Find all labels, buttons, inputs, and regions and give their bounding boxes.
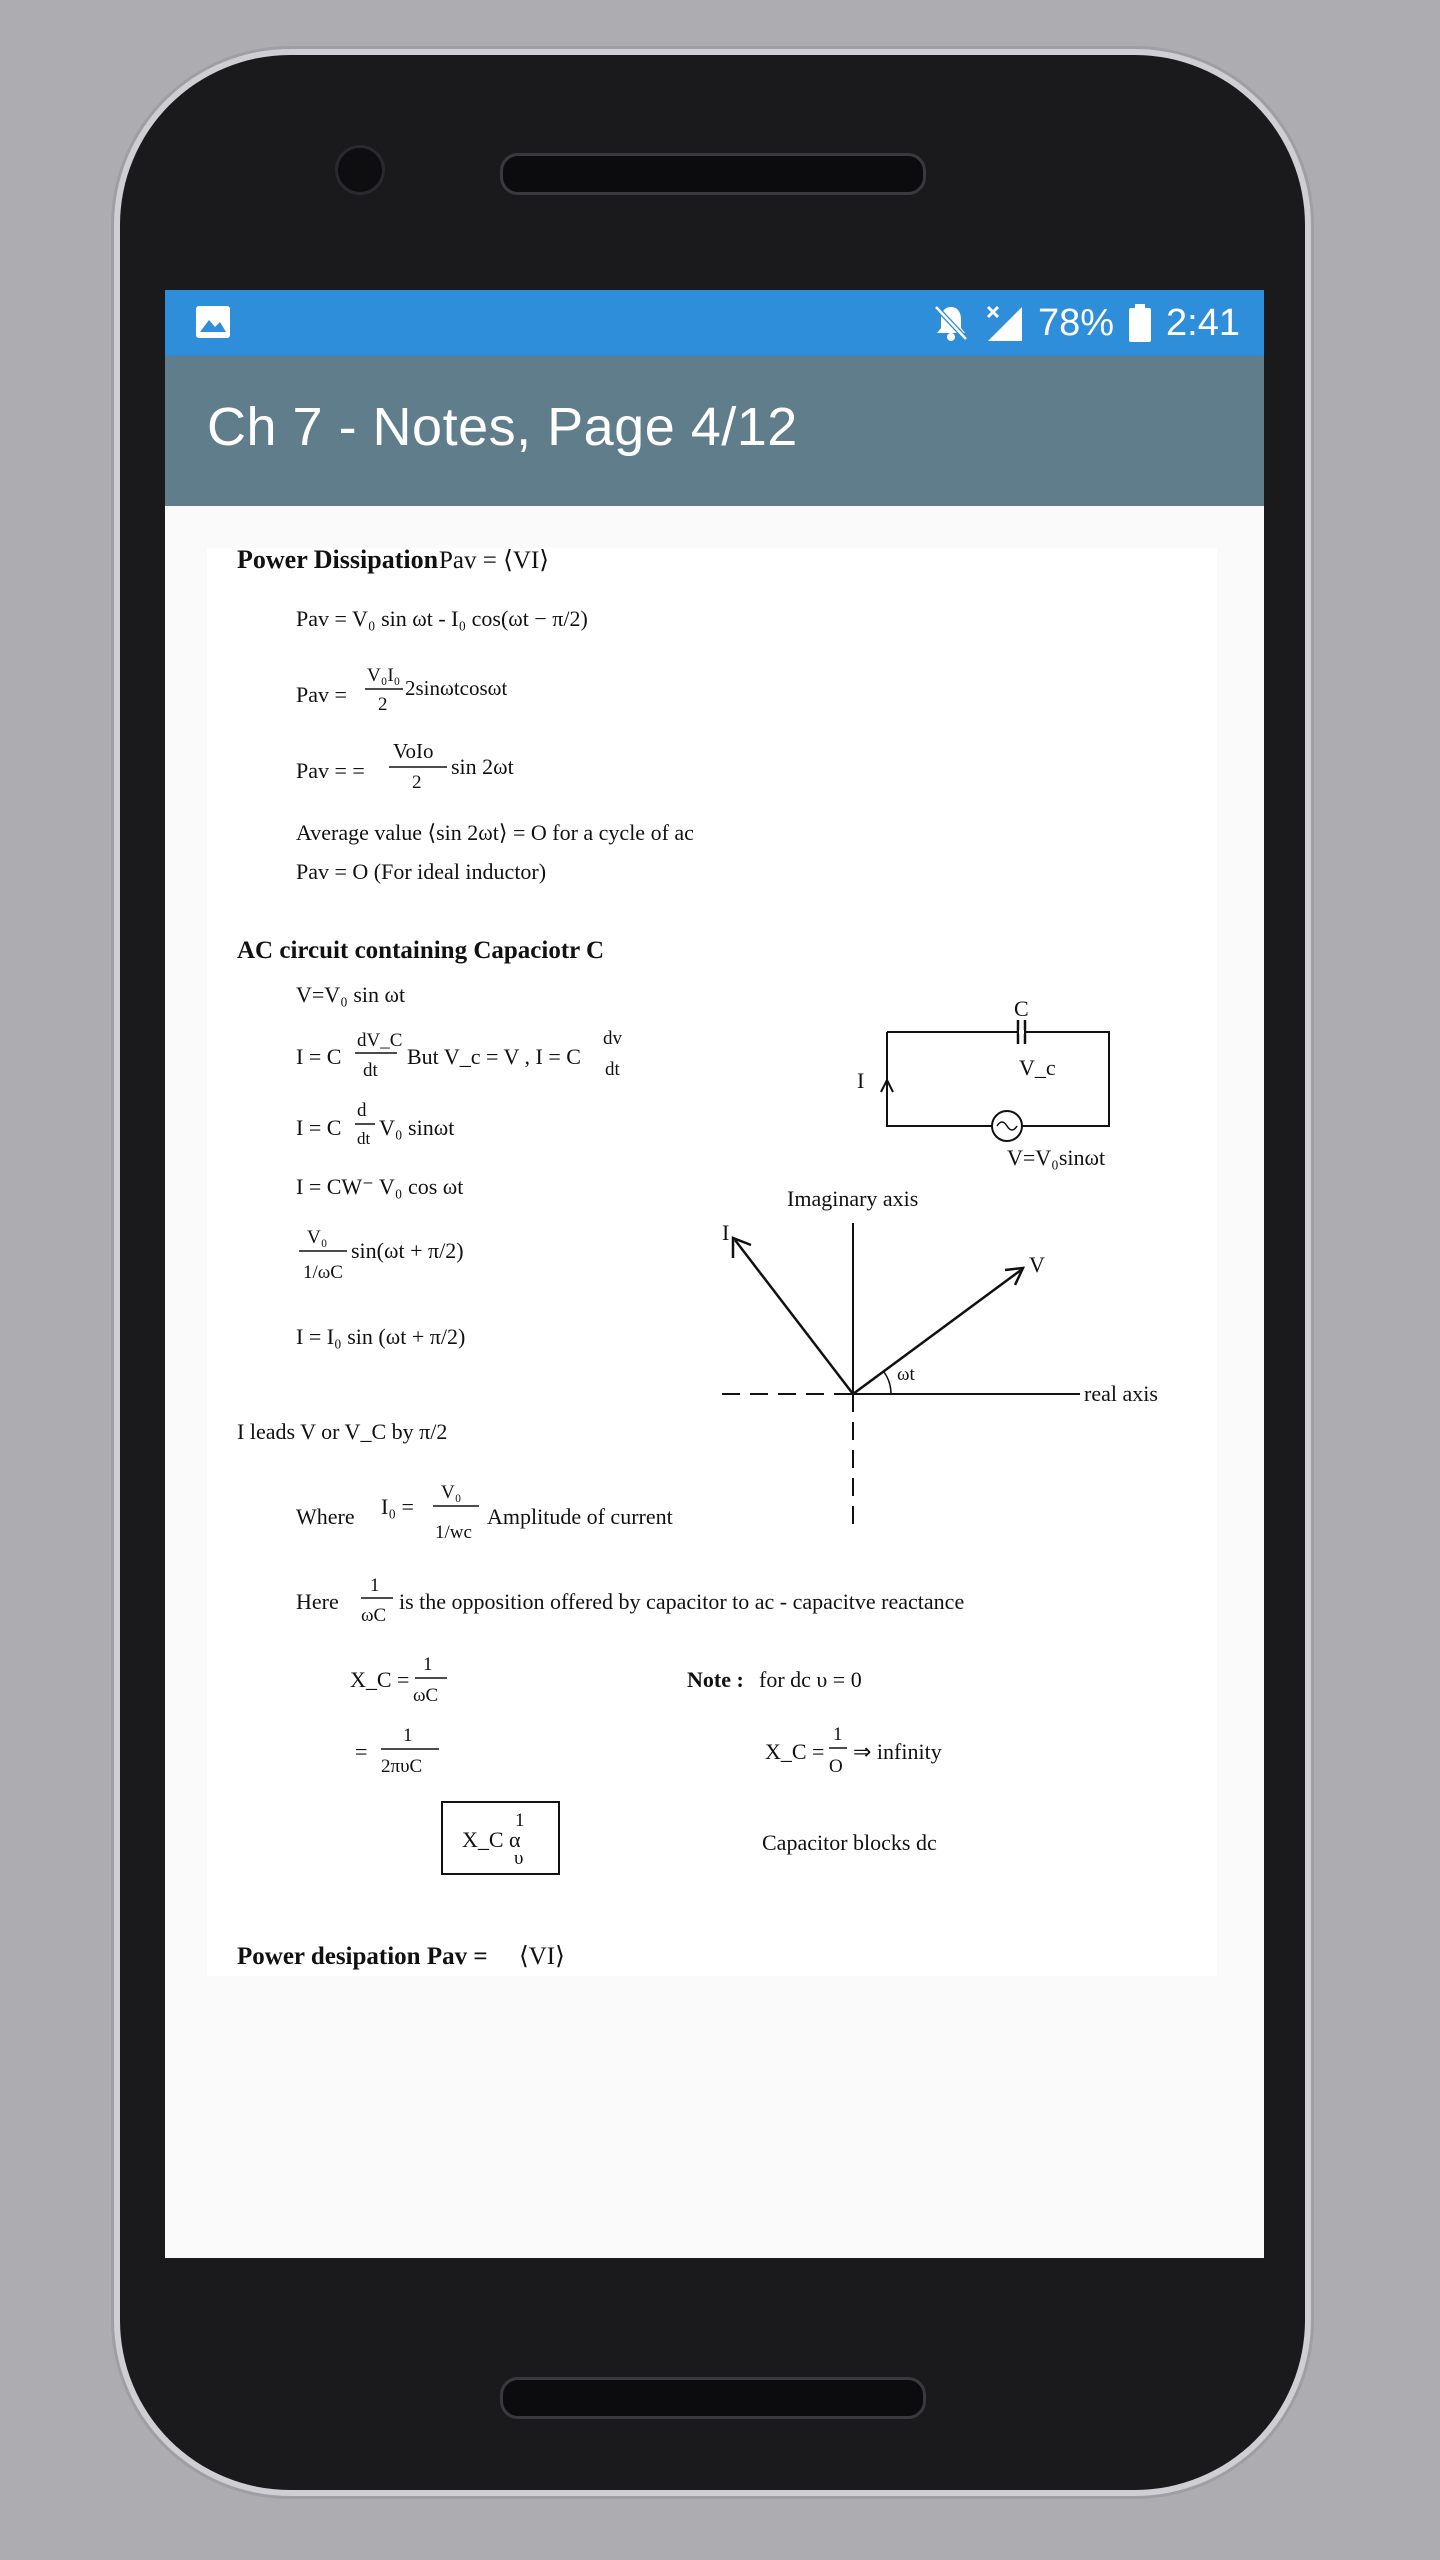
pav-line-3-denominator: 2 (412, 772, 422, 793)
notes-page-content (207, 548, 1217, 1976)
amplitude-numerator: V₀ (441, 1482, 462, 1503)
reactance-proportional-numerator: 1 (515, 1810, 525, 1831)
pav-line-2-rest: 2sinωtcosωt (405, 676, 508, 700)
capacitor-amplitude-denominator: 1/ωC (303, 1262, 343, 1283)
capacitor-derivative-rest: V₀ sinωt (379, 1115, 455, 1140)
capacitor-current-numerator: dV_C (357, 1030, 403, 1051)
current-phasor (735, 1240, 853, 1394)
voltage-phasor (853, 1270, 1021, 1394)
capacitor-current-phase-line: I = I₀ sin (ωt + π/2) (296, 1324, 466, 1349)
here-numerator: 1 (370, 1575, 380, 1596)
reactance-numerator: 1 (423, 1654, 433, 1675)
current-phasor-label: I (722, 1220, 730, 1245)
note-label: Note : (687, 1667, 744, 1692)
capacitor-derivative-numerator: d (357, 1100, 367, 1121)
reactance-equals: = (355, 1739, 368, 1764)
amplitude-denominator: 1/wc (435, 1522, 472, 1543)
status-bar (165, 290, 1264, 356)
note-text: for dc υ = 0 (759, 1667, 862, 1692)
here-text: is the opposition offered by capacitor to ac - capacitve reactance (399, 1589, 965, 1614)
no-signal-icon (984, 303, 1024, 343)
app-bar (165, 356, 1264, 506)
heading-power-dissipation-formula: Pav = ⟨VI⟩ (439, 548, 549, 574)
angle-arc (884, 1372, 891, 1394)
pav-line-3-rest: sin 2ωt (451, 754, 514, 779)
capacitor-derivative-label: I = C (296, 1115, 342, 1140)
circuit-current-label: I (857, 1068, 865, 1093)
circuit-vc-label: V_c (1019, 1055, 1056, 1080)
angle-label: ωt (897, 1364, 915, 1385)
pav-line-3-numerator: VoIo (393, 739, 434, 763)
battery-percent: 78% (1037, 301, 1115, 344)
amplitude-i0-label: I₀ = (381, 1494, 414, 1519)
infinity-label: X_C = (765, 1739, 825, 1764)
reactance-proportional-label: X_C α (462, 1827, 521, 1852)
pav-line-2-denominator: 2 (378, 694, 388, 715)
leads-line: I leads V or V_C by π/2 (237, 1419, 448, 1444)
phone-frame (120, 55, 1305, 2490)
clock: 2:41 (1166, 301, 1240, 344)
where-label: Where (296, 1504, 355, 1529)
here-label: Here (296, 1589, 339, 1614)
capacitor-amplitude-numerator: V₀ (307, 1227, 328, 1248)
phasor-diagram (722, 1186, 1158, 1528)
page-viewer[interactable] (165, 506, 1264, 2258)
mute-icon (932, 303, 970, 343)
average-value-line: Average value ⟨sin 2ωt⟩ = O for a cycle of ac (296, 820, 694, 845)
notes-page[interactable] (207, 548, 1217, 1976)
screen (165, 290, 1264, 2258)
capacitor-amplitude-sin: sin(ωt + π/2) (351, 1238, 464, 1263)
pav-line-2-numerator: V₀I₀ (367, 665, 401, 686)
capacitor-cos-line: I = CW⁻ V₀ cos ωt (296, 1174, 464, 1199)
voltage-phasor-label: V (1029, 1252, 1045, 1277)
capacitor-current-label: I = C (296, 1044, 342, 1069)
reactance-label: X_C = (350, 1667, 410, 1692)
heading-power-desipation: Power desipation Pav = (237, 1943, 488, 1970)
reactance-denominator: ωC (413, 1685, 439, 1706)
here-denominator: ωC (361, 1605, 387, 1626)
page-title: Ch 7 - Notes, Page 4/12 (207, 397, 798, 457)
earpiece-speaker (500, 153, 926, 195)
capacitor-dv-numerator: dv (603, 1028, 622, 1049)
front-camera (335, 145, 385, 195)
capacitor-blocks-dc: Capacitor blocks dc (762, 1830, 937, 1855)
capacitor-current-denominator: dt (363, 1060, 378, 1081)
capacitor-voltage-line: V=V₀ sin ωt (296, 982, 406, 1007)
circuit-source-label: V=V₀sinωt (1007, 1145, 1106, 1170)
circuit-capacitor-label: C (1014, 996, 1029, 1021)
real-axis-label: real axis (1084, 1381, 1158, 1406)
image-icon (195, 305, 231, 339)
infinity-numerator: 1 (833, 1724, 843, 1745)
battery-icon (1128, 303, 1152, 343)
ideal-inductor-line: Pav = O (For ideal inductor) (296, 859, 547, 884)
pav-line-3-label: Pav = = (296, 758, 365, 783)
infinity-denominator: O (829, 1756, 843, 1777)
reactance-2-denominator: 2πυC (381, 1756, 423, 1777)
reactance-2-numerator: 1 (403, 1725, 413, 1746)
capacitor-dv-denominator: dt (605, 1059, 620, 1080)
heading-power-dissipation: Power Dissipation (237, 548, 439, 574)
reactance-proportional-denominator: υ (514, 1848, 524, 1869)
circuit-wire-left (887, 1032, 992, 1126)
bottom-speaker (500, 2377, 926, 2419)
heading-power-desipation-formula: ⟨VI⟩ (519, 1943, 565, 1970)
infinity-text: ⇒ infinity (853, 1739, 942, 1764)
amplitude-text: Amplitude of current (487, 1504, 673, 1529)
pav-line-2-label: Pav = (296, 682, 347, 707)
capacitor-gap (1019, 1030, 1024, 1034)
capacitor-derivative-denominator: dt (357, 1129, 371, 1148)
heading-ac-capacitor: AC circuit containing Capaciotr C (237, 937, 605, 964)
pav-line-1: Pav = V₀ sin ωt - I₀ cos(ωt − π/2) (296, 606, 588, 631)
capacitor-but-line: But V_c = V , I = C (407, 1044, 581, 1069)
capacitor-circuit-diagram (857, 996, 1109, 1170)
imaginary-axis-label: Imaginary axis (787, 1186, 919, 1211)
